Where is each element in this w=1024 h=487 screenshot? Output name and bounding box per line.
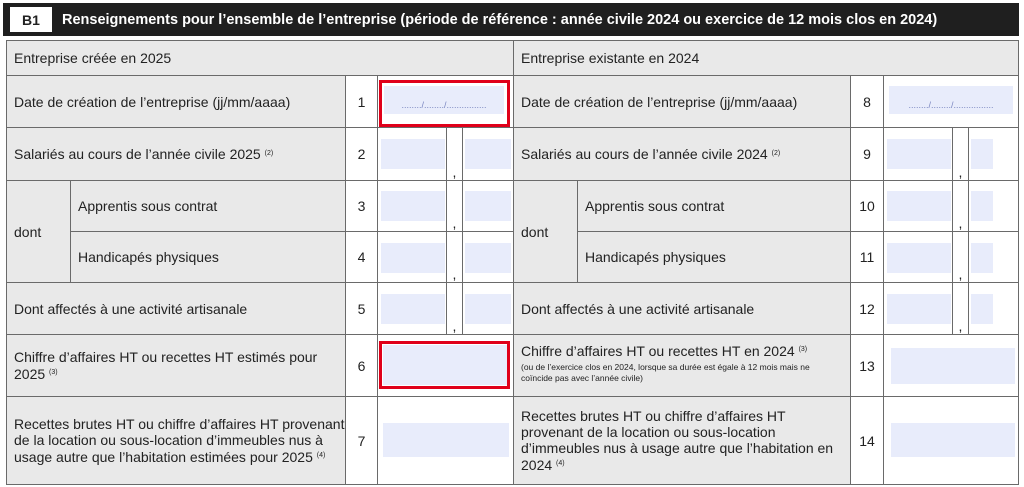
decimal-separator: , — [446, 282, 463, 335]
handicapes-dec-input-2024[interactable] — [971, 243, 993, 273]
left-apprentis-number: 3 — [345, 180, 378, 232]
right-date-number: 8 — [850, 75, 884, 128]
decimal-separator: , — [446, 180, 463, 232]
decimal-separator: , — [952, 180, 969, 232]
right-artisanale-number: 12 — [850, 282, 884, 335]
right-handicapes-label: Handicapés physiques — [577, 231, 851, 283]
highlight-box-date — [379, 80, 510, 127]
artisanale-int-input-2025[interactable] — [381, 294, 445, 324]
left-date-label: Date de création de l’entreprise (jj/mm/aaaa) — [6, 75, 346, 128]
artisanale-int-input-2024[interactable] — [887, 294, 951, 324]
handicapes-int-input-2025[interactable] — [381, 243, 445, 273]
left-ca-number: 6 — [345, 334, 378, 397]
artisanale-dec-input-2025[interactable] — [465, 294, 511, 324]
highlight-box-ca — [379, 341, 510, 389]
left-salaries-label: Salariés au cours de l’année civile 2025 (2) — [6, 127, 346, 181]
artisanale-dec-input-2024[interactable] — [971, 294, 993, 324]
salaries-int-input-2024[interactable] — [887, 139, 951, 169]
left-recettes-label: Recettes brutes HT ou chiffre d’affaires HT provenant de la location ou sous-location d’immeubles nus à usage autre que l’habitation estimées pour 2025 $^{(4)}$ — [6, 396, 346, 485]
right-handicapes-number: 11 — [850, 231, 884, 283]
right-ca-label: Chiffre d’affaires HT ou recettes HT en 2024 $^{(3)}$ (ou de l’exercice clos en 2024, lorsque sa durée est égale à 12 mois mais ne coïncide pas avec l’année civile) — [513, 334, 851, 397]
salaries-dec-input-2024[interactable] — [971, 139, 993, 169]
recettes-input-2024[interactable] — [891, 423, 1015, 457]
right-salaries-number: 9 — [850, 127, 884, 181]
left-handicapes-label: Handicapés physiques — [70, 231, 346, 283]
section-code-badge: B1 — [10, 7, 52, 32]
left-dont-label: dont — [6, 180, 71, 283]
left-recettes-number: 7 — [345, 396, 378, 485]
right-apprentis-label: Apprentis sous contrat — [577, 180, 851, 232]
decimal-separator: , — [446, 127, 463, 181]
section-title: Renseignements pour l’ensemble de l’entreprise (période de référence : année civile 2024 ou exercice de 12 mois clos en 2024) — [62, 11, 938, 28]
decimal-separator: , — [446, 231, 463, 283]
salaries-dec-input-2025[interactable] — [465, 139, 511, 169]
salaries-int-input-2025[interactable] — [381, 139, 445, 169]
right-apprentis-number: 10 — [850, 180, 884, 232]
left-artisanale-number: 5 — [345, 282, 378, 335]
right-salaries-label: Salariés au cours de l’année civile 2024 (2) — [513, 127, 851, 181]
right-recettes-number: 14 — [850, 396, 884, 485]
recettes-input-2025[interactable] — [383, 423, 509, 457]
left-ca-label: Chiffre d’affaires HT ou recettes HT estimés pour 2025 $^{(3)}$ — [6, 334, 346, 397]
apprentis-int-input-2025[interactable] — [381, 191, 445, 221]
creation-date-input-2025[interactable]: ......../......../................ — [384, 86, 504, 114]
left-handicapes-number: 4 — [345, 231, 378, 283]
left-section-heading: Entreprise créée en 2025 — [6, 40, 514, 76]
right-dont-label: dont — [513, 180, 578, 283]
right-recettes-label: Recettes brutes HT ou chiffre d’affaires HT provenant de la location ou sous-location d’immeubles nus à usage autre que l’habitation en 2024 $^{(4)}$ — [513, 396, 851, 485]
right-artisanale-label: Dont affectés à une activité artisanale — [513, 282, 851, 335]
right-ca-subnote: (ou de l’exercice clos en 2024, lorsque sa durée est égale à 12 mois mais ne coïncide pas avec l’année civile) — [521, 362, 810, 383]
left-date-number: 1 — [345, 75, 378, 128]
creation-date-input-2024[interactable]: ......../......../................ — [889, 86, 1013, 114]
decimal-separator: , — [952, 282, 969, 335]
right-section-heading: Entreprise existante en 2024 — [513, 40, 1019, 76]
apprentis-dec-input-2024[interactable] — [971, 191, 993, 221]
decimal-separator: , — [952, 127, 969, 181]
right-ca-number: 13 — [850, 334, 884, 397]
left-artisanale-label: Dont affectés à une activité artisanale — [6, 282, 346, 335]
left-apprentis-label: Apprentis sous contrat — [70, 180, 346, 232]
right-date-label: Date de création de l’entreprise (jj/mm/aaaa) — [513, 75, 851, 128]
ca-input-2024[interactable] — [891, 348, 1015, 384]
handicapes-dec-input-2025[interactable] — [465, 243, 511, 273]
left-salaries-number: 2 — [345, 127, 378, 181]
apprentis-dec-input-2025[interactable] — [465, 191, 511, 221]
handicapes-int-input-2024[interactable] — [887, 243, 951, 273]
right-ca-main-text: Chiffre d’affaires HT ou recettes HT en 2024 — [521, 343, 795, 359]
apprentis-int-input-2024[interactable] — [887, 191, 951, 221]
decimal-separator: , — [952, 231, 969, 283]
